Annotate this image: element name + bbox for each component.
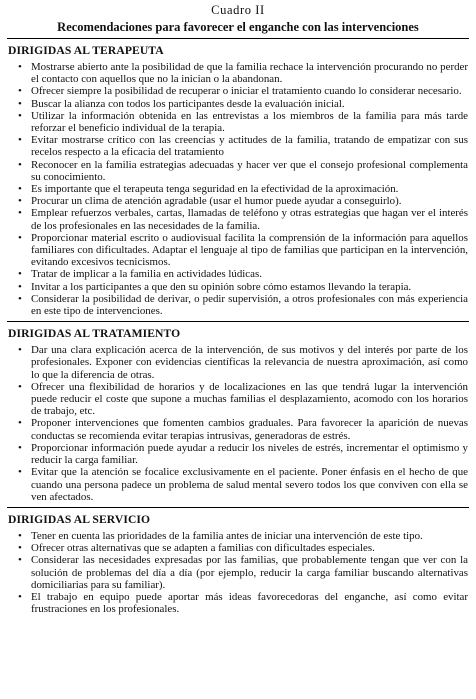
list-item: • El trabajo en equipo puede aportar más ideas favorecedoras del enganche, así como evitar frustraciones en los profesionales. [7, 591, 469, 615]
list-item: • Tener en cuenta las prioridades de la familia antes de iniciar una intervención de este tipo. [7, 530, 469, 542]
section-divider [7, 321, 469, 322]
section-service [7, 513, 469, 615]
top-rule [7, 38, 469, 39]
recommendation-list [7, 344, 469, 503]
section-title: DIRIGIDAS AL SERVICIO [8, 512, 151, 526]
list-item: • Mostrarse abierto ante la posibilidad de que la familia rechace la intervención procurando no perder el contacto con aquellos que no la inician o la abandonan. [7, 61, 469, 85]
section-title: DIRIGIDAS AL TERAPEUTA [8, 44, 164, 57]
table-number: Cuadro II [211, 3, 265, 17]
list-item: • Procurar un clima de atención agradable (usar el humor puede ayudar a conseguirlo). [7, 195, 469, 207]
recommendation-list [7, 530, 469, 615]
list-item: • Ofrecer otras alternativas que se adapten a familias con dificultades especiales. [7, 542, 469, 554]
table-title: Recomendaciones para favorecer el enganche con las intervenciones [57, 20, 419, 34]
list-item: • Proporcionar material escrito o audiovisual facilita la comprensión de la información para aquellos familiares con dificultades. Adaptar el lenguaje al tipo de familias que participan en la intervención, evitando excesivos tecnicismos. [7, 232, 469, 269]
section-title: DIRIGIDAS AL TRATAMIENTO [8, 327, 181, 341]
list-item: • Buscar la alianza con todos los participantes desde la evaluación inicial. [7, 98, 469, 110]
list-item: • Ofrecer una flexibilidad de horarios y de localizaciones en las que tendrá lugar la intervención puede reducir el coste que supone a muchas familias el desplazamiento, acomodo con los horarios de trabajo, etc. [7, 381, 469, 418]
list-item: • Considerar las necesidades expresadas por las familias, que probablemente tengan que ver con la solución de problemas del día a día (por ejemplo, reducir la carga familiar buscando alternativas domiciliarias para su familiar). [7, 554, 469, 591]
list-item: • Tratar de implicar a la familia en actividades lúdicas. [7, 268, 469, 280]
section-treatment [7, 327, 469, 503]
recommendation-list [7, 61, 469, 317]
list-item: • Evitar que la atención se focalice exclusivamente en el paciente. Poner énfasis en el hecho de que cuando una persona padece un problema de salud mental severo todos los que conviven con ella se ven afectados. [7, 466, 469, 503]
list-item: • Considerar la posibilidad de derivar, o pedir supervisión, a otros profesionales con más experiencia en este tipo de intervenciones. [7, 293, 469, 317]
section-divider [7, 507, 469, 508]
list-item: • Reconocer en la familia estrategias adecuadas y hacer ver que el consejo profesional complementa su conocimiento. [7, 159, 469, 183]
list-item: • Dar una clara explicación acerca de la intervención, de sus motivos y del interés por parte de los profesionales. Exponer con evidencias científicas la relevancia de nuestra aproximación, así como lo que la diferencia de otras. [7, 344, 469, 381]
list-item: • Ofrecer siempre la posibilidad de recuperar o iniciar el tratamiento cuando lo considerar necesario. [7, 85, 469, 97]
list-item: • Proporcionar información puede ayudar a reducir los niveles de estrés, incrementar el optimismo y reducir la carga familiar. [7, 442, 469, 466]
list-item: • Invitar a los participantes a que den su opinión sobre cómo estamos llevando la terapia. [7, 281, 469, 293]
section-therapist [7, 44, 469, 317]
list-item: • Utilizar la información obtenida en las entrevistas a los miembros de la familia para más tarde reforzar el beneficio individual de la terapia. [7, 110, 469, 134]
list-item: • Es importante que el terapeuta tenga seguridad en la efectividad de la aproximación. [7, 183, 469, 195]
list-item: • Proponer intervenciones que fomenten cambios graduales. Para favorecer la aparición de nuevas conductas se recomienda evitar terapias intrusivas, generadoras de estrés. [7, 417, 469, 441]
list-item: • Evitar mostrarse crítico con las creencias y actitudes de la familia, tratando de empatizar con sus recelos respecto a la eficacia del tratamiento [7, 134, 469, 158]
list-item: • Emplear refuerzos verbales, cartas, llamadas de teléfono y otras estrategias que hagan ver el interés de los profesionales en las necesidades de la familia. [7, 207, 469, 231]
